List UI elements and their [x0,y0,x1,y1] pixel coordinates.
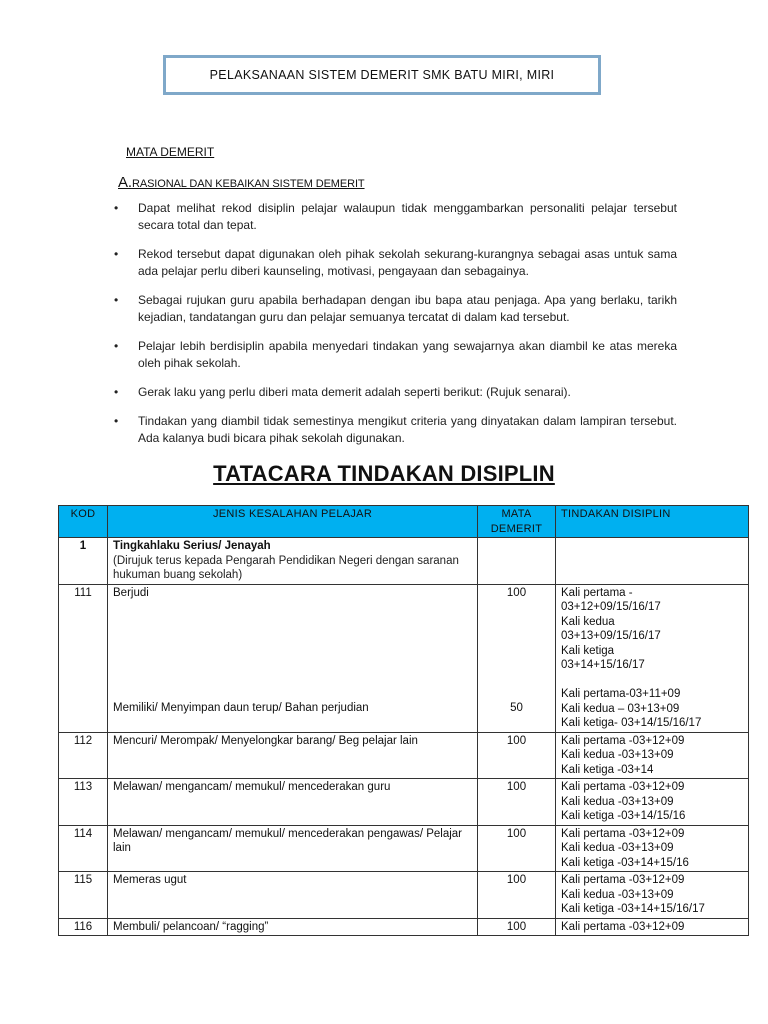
group-kod: 1 [59,538,108,585]
action-line: Kali ketiga [561,644,615,657]
kod-cell: 113 [59,779,108,826]
rationale-list [112,200,677,459]
action-line: Kali ketiga -03+14+15/16/17 [561,903,705,915]
group-note: (Dirujuk terus kepada Pengarah Pendidikan Negeri dengan saranan hukuman buang sekolah) [113,554,459,581]
action-line: Kali kedua – 03+13+09 [561,702,680,715]
action-line: Kali ketiga -03+14/15/16 [561,810,686,822]
mata-cell: 100 [478,779,556,826]
table-row [59,918,749,936]
jenis-cell: Melawan/ mengancam/ memukul/ mencederakan pengawas/ Pelajar lain [108,825,478,872]
action-line: Kali pertama - [561,586,633,599]
jenis-cell: Melawan/ mengancam/ memukul/ mencederakan guru [108,779,478,826]
action-line: 03+14+15/16/17 [561,659,645,671]
tindakan-cell [556,825,749,872]
action-line: Kali kedua -03+13+09 [561,749,674,761]
action-line: Kali pertama -03+12+09 [561,781,685,793]
action-line: Kali ketiga -03+14 [561,763,654,776]
bullet-text: Dapat melihat rekod disiplin pelajar walaupun tidak menggambarkan personaliti pelajar tersebut secara total dan tepat. [138,201,677,232]
header-tindakan: TINDAKAN DISIPLIN [556,506,749,538]
bullet-icon: • [114,201,119,215]
mata-cell: 100 [478,825,556,872]
action-line: Kali kedua -03+13+09 [561,842,674,854]
mata-cell: 100 [478,872,556,919]
table-row [59,538,749,585]
action-line: Kali ketiga -03+14+15/16 [561,856,689,869]
header-mata: MATA DEMERIT [478,506,556,538]
tindakan-cell [556,732,749,779]
tindakan-cell [556,779,749,826]
mata-cell [478,584,556,732]
group-cell [108,538,478,585]
list-item [112,292,677,326]
action-line: Kali kedua -03+13+09 [561,795,674,808]
jenis-cell [108,584,478,732]
action-line: 03+13+09/15/16/17 [561,630,661,642]
document-title-box [163,55,601,95]
table-header-row [59,506,749,538]
bullet-icon: • [114,339,119,353]
section-a-title: RASIONAL DAN KEBAIKAN SISTEM DEMERIT [131,178,365,190]
bullet-icon: • [114,414,119,428]
bullet-text: Rekod tersebut dapat digunakan oleh pihak sekolah sekurang-kurangnya sebagai asas untuk sama ada pelajar perlu diberi kaunseling, motivasi, pengayaan dan sebagainya. [138,247,677,278]
table-row [59,732,749,779]
kod-cell: 112 [59,732,108,779]
bullet-text: Tindakan yang diambil tidak semestinya mengikut criteria yang dinyatakan dalam lampiran tersebut. Ada kalanya budi bicara pihak sekolah digunakan. [138,414,677,445]
action-line: 03+12+09/15/16/17 [561,601,661,613]
action-line: Kali ketiga- 03+14/15/16/17 [561,717,702,729]
action-line: Kali pertama -03+12+09 [561,827,685,840]
action-line: Kali pertama-03+11+09 [561,688,681,700]
discipline-table [58,505,749,936]
mata-cell: 100 [478,732,556,779]
header-jenis: JENIS KESALAHAN PELAJAR [108,506,478,538]
list-item [112,384,677,401]
action-line: Kali pertama -03+12+09 [561,920,685,933]
action-line: Kali kedua -03+13+09 [561,888,674,901]
bullet-text: Pelajar lebih berdisiplin apabila menyedari tindakan yang sewajarnya akan diambil ke atas mereka oleh pihak sekolah. [138,339,677,370]
empty-cell [556,538,749,585]
tindakan-cell [556,872,749,919]
offense-text: Memiliki/ Menyimpan daun terup/ Bahan perjudian [113,702,369,714]
tindakan-cell [556,918,749,936]
kod-cell: 116 [59,918,108,936]
kod-cell: 111 [59,584,108,732]
list-item [112,246,677,280]
list-item [112,338,677,372]
mata-cell: 100 [478,918,556,936]
document-title: PELAKSANAAN SISTEM DEMERIT SMK BATU MIRI, MIRI [209,68,555,82]
bullet-text: Sebagai rujukan guru apabila berhadapan dengan ibu bapa atau penjaga. Apa yang berlaku, tarikh kejadian, tandatangan guru dan pelajar semuanya tercatat di dalam kad tersebut. [138,293,677,324]
bullet-icon: • [114,293,119,307]
group-title: Tingkahlaku Serius/ Jenayah [113,540,271,552]
action-line: Kali pertama -03+12+09 [561,734,685,747]
kod-cell: 114 [59,825,108,872]
points-value: 100 [506,586,527,599]
action-line: Kali kedua [561,615,615,628]
tindakan-cell [556,584,749,732]
jenis-cell: Memeras ugut [108,872,478,919]
mata-demerit-label: MATA DEMERIT [126,145,215,159]
offense-text: Berjudi [113,586,149,599]
bullet-text: Gerak laku yang perlu diberi mata demerit adalah seperti berikut: (Rujuk senarai). [138,385,571,399]
jenis-cell: Membuli/ pelancoan/ “ragging” [108,918,478,936]
kod-cell: 115 [59,872,108,919]
main-heading: TATACARA TINDAKAN DISIPLIN [213,461,555,486]
table-row [59,779,749,826]
header-kod: KOD [59,506,108,538]
section-a-heading [118,174,365,191]
bullet-icon: • [114,247,119,261]
section-a-letter: A. [118,174,132,191]
points-value: 50 [510,702,523,714]
action-line: Kali pertama -03+12+09 [561,874,685,886]
table-row [59,825,749,872]
empty-cell [478,538,556,585]
table-row [59,584,749,732]
bullet-icon: • [114,385,119,399]
table-row [59,872,749,919]
list-item [112,413,677,447]
list-item [112,200,677,234]
jenis-cell: Mencuri/ Merompak/ Menyelongkar barang/ Beg pelajar lain [108,732,478,779]
